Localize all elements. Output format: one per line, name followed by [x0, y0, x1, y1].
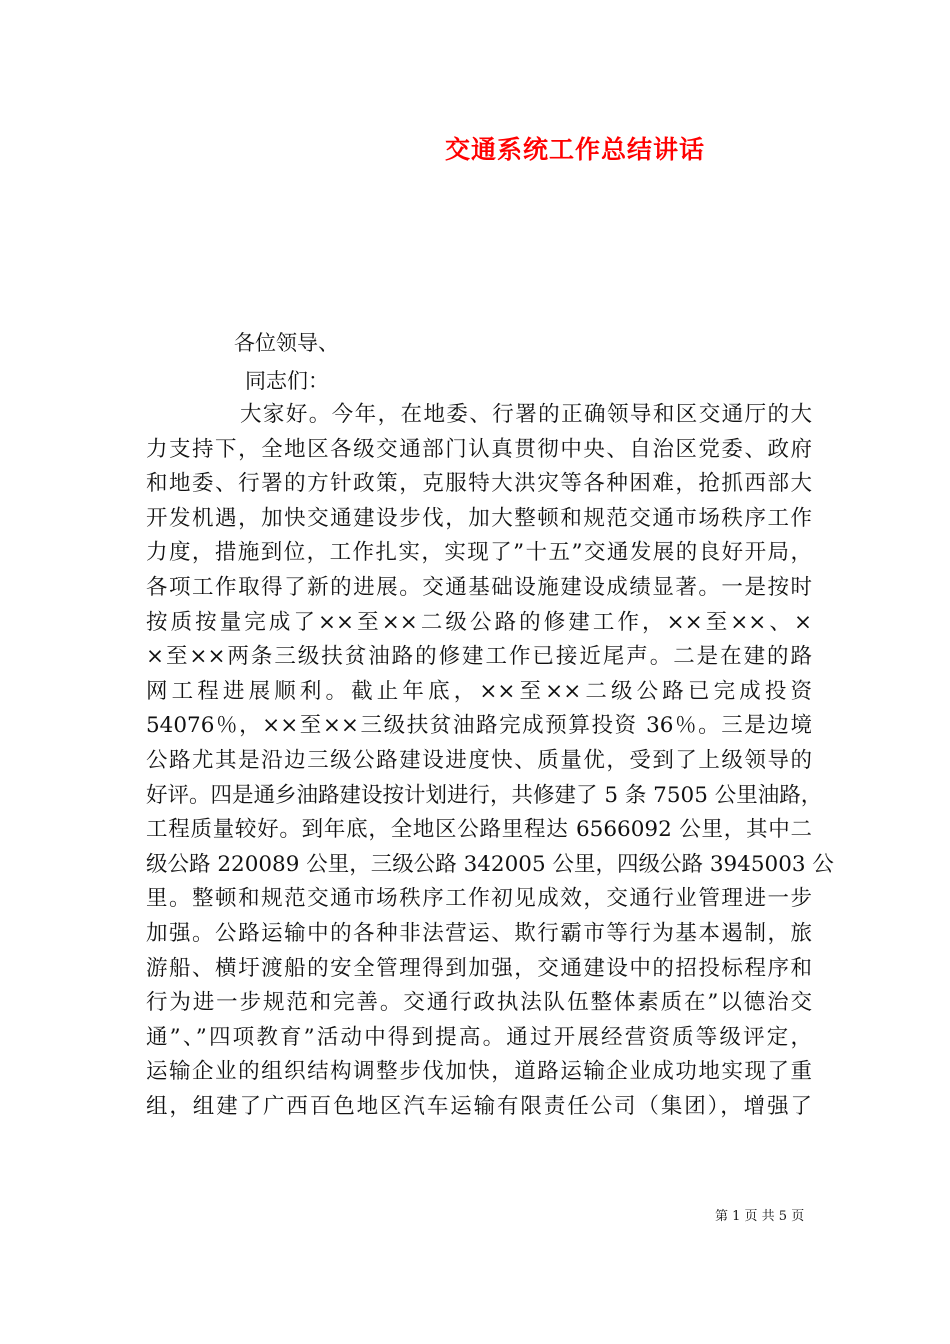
salutation-comrades: 同志们： [245, 369, 329, 393]
salutation-leaders: 各位领导、 [234, 331, 339, 355]
body-line: 各项工作取得了新的进展。交通基础设施建设成绩显著。一是按时 [146, 574, 812, 600]
body-line: 游船、横圩渡船的安全管理得到加强，交通建设中的招投标程序和 [146, 955, 812, 981]
body-line: 力支持下，全地区各级交通部门认真贯彻中央、自治区党委、政府 [146, 436, 812, 462]
body-line: 工程质量较好。到年底，全地区公路里程达 6566092 公里，其中二 [146, 817, 812, 843]
body-line: 加强。公路运输中的各种非法营运、欺行霸市等行为基本遏制，旅 [146, 920, 812, 946]
body-line: 力度，措施到位，工作扎实，实现了”十五”交通发展的良好开局， [146, 540, 812, 566]
body-line: 好评。四是通乡油路建设按计划进行，共修建了 5 条 7505 公里油路， [146, 782, 823, 808]
body-paragraph [146, 398, 834, 1124]
body-line: 开发机遇，加快交通建设步伐，加大整顿和规范交通市场秩序工作 [146, 505, 812, 531]
body-line: 和地委、行署的方针政策，克服特大洪灾等各种困难，抢抓西部大 [146, 471, 812, 497]
page-number: 第 1 页 共 5 页 [715, 1209, 805, 1224]
body-line: 公路尤其是沿边三级公路建设进度快、质量优，受到了上级领导的 [146, 747, 812, 773]
body-line: ×至××两条三级扶贫油路的修建工作已接近尾声。二是在建的路 [146, 644, 812, 670]
body-line: 运输企业的组织结构调整步伐加快，道路运输企业成功地实现了重 [146, 1059, 812, 1085]
body-line: 里。整顿和规范交通市场秩序工作初见成效，交通行业管理进一步 [146, 886, 812, 912]
body-line: 组，组建了广西百色地区汽车运输有限责任公司（集团），增强了 [146, 1093, 812, 1119]
body-line: 网工程进展顺利。截止年底，××至××二级公路已完成投资 [146, 678, 812, 704]
body-line: 按质按量完成了××至××二级公路的修建工作，××至××、× [146, 609, 812, 635]
body-line: 大家好。今年，在地委、行署的正确领导和区交通厅的大 [240, 402, 812, 427]
document-title: 交通系统工作总结讲话 [444, 135, 705, 164]
body-line: 54076％，××至××三级扶贫油路完成预算投资 36％。三是边境 [146, 713, 812, 739]
body-line: 级公路 220089 公里，三级公路 342005 公里，四级公路 3945003 公 [146, 851, 834, 877]
body-line: 行为进一步规范和完善。交通行政执法队伍整体素质在”以德治交 [146, 990, 812, 1016]
body-line: 通”、”四项教育”活动中得到提高。通过开展经营资质等级评定， [146, 1024, 812, 1050]
